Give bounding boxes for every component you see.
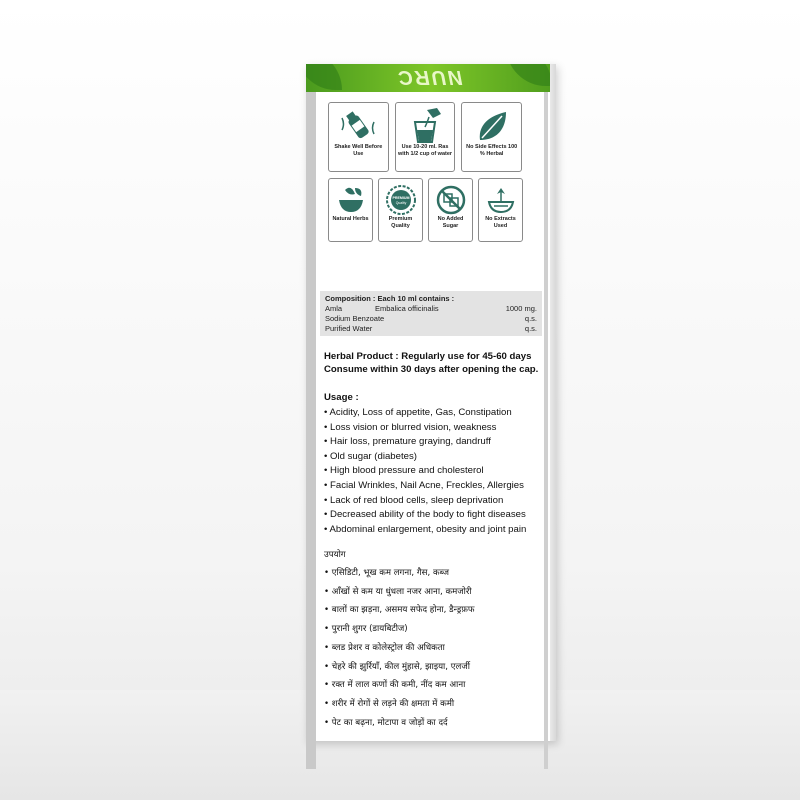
feature-card <box>478 178 523 242</box>
ingredient-latin <box>445 314 487 324</box>
list-item: • Facial Wrinkles, Nail Acne, Freckles, Allergies <box>324 479 524 491</box>
box-top-band <box>306 64 556 92</box>
shake-bottle-icon <box>338 108 378 144</box>
feature-card <box>395 102 456 172</box>
feature-label: Use 10-20 ml. Ras with 1/2 cup of water <box>397 144 453 157</box>
product-box <box>306 64 556 741</box>
composition-row <box>325 314 537 324</box>
list-item: • रक्त में लाल कणों की कमी, नींद कम आना <box>324 680 466 691</box>
herbal-line: Herbal Product : Regularly use for 45-60 days <box>324 351 532 362</box>
feature-label: Natural Herbs <box>332 216 369 222</box>
list-item: • एसिडिटी, भूख कम लगना, गैस, कब्ज <box>324 568 450 578</box>
premium-badge-icon <box>385 184 417 216</box>
herbal-notice <box>324 350 544 376</box>
hindi-heading: उपयोग <box>324 550 346 560</box>
feature-card <box>461 102 522 172</box>
icon-row <box>328 178 528 242</box>
list-item: • शरीर में रोगों से लड़ने की क्षमता में कमी <box>324 698 455 709</box>
list-item: • Loss vision or blurred vision, weakness <box>324 421 497 433</box>
leaf-decoration <box>306 64 342 90</box>
ingredient-name: Sodium Benzoate <box>325 314 385 323</box>
composition-table <box>320 291 542 336</box>
feature-card <box>428 178 473 242</box>
leaf-decoration <box>506 64 552 86</box>
brand-logo-fragment: ϽЯUИ <box>398 66 464 88</box>
svg-text:Quality: Quality <box>395 201 406 205</box>
ingredient-latin: Embalica officinalis <box>375 304 439 313</box>
usage-section <box>324 392 549 537</box>
feature-label: Premium Quality <box>388 216 413 229</box>
feature-card <box>328 178 373 242</box>
ingredient-qty: q.s. <box>524 324 537 333</box>
no-sugar-icon <box>435 184 467 216</box>
feature-icon-grid <box>328 102 528 248</box>
feature-label: No Extracts Used <box>485 216 516 229</box>
list-item: • पेट का बढ़ना, मोटापा व जोड़ों का दर्द <box>324 717 448 728</box>
no-extracts-icon <box>485 184 517 216</box>
leaf-icon <box>472 108 512 144</box>
list-item: • Decreased ability of the body to fight diseases <box>324 509 526 521</box>
list-item: • Abdominal enlargement, obesity and joint pain <box>324 523 527 535</box>
list-item: • Acidity, Loss of appetite, Gas, Constipation <box>324 407 512 418</box>
list-item: • Lack of red blood cells, sleep deprivation <box>324 494 504 506</box>
feature-label: No Added Sugar <box>437 216 464 229</box>
ingredient-name: Amla <box>325 304 343 313</box>
hindi-list <box>324 564 549 732</box>
list-item: • बालों का झड़ना, असमय सफेद होना, डैन्ड्रफ़फ <box>324 605 475 616</box>
ingredient-qty: q.s. <box>524 314 537 323</box>
composition-heading: Composition : Each 10 ml contains : <box>325 294 455 303</box>
box-side-edge <box>550 64 556 741</box>
composition-row <box>325 324 537 334</box>
glass-pour-icon <box>405 108 445 144</box>
list-item: • Old sugar (diabetes) <box>324 450 417 462</box>
ingredient-latin <box>445 324 487 334</box>
herbal-line: Consume within 30 days after opening the cap. <box>324 364 539 375</box>
list-item: • पुरानी शुगर (डायबिटीज) <box>324 624 408 635</box>
ingredient-name: Purified Water <box>325 324 373 333</box>
list-item: • आँखों से कम या धुंधला नजर आना, कमजोरी <box>324 586 472 597</box>
feature-label: Shake Well Before Use <box>334 144 383 157</box>
box-edge-stripe <box>306 92 316 769</box>
mortar-herbs-icon <box>335 184 367 216</box>
ingredient-qty: 1000 mg. <box>505 304 537 313</box>
composition-row <box>325 304 537 314</box>
list-item: • High blood pressure and cholesterol <box>324 465 484 477</box>
list-item: • चेहरे की झुर्रियाँ, कील मुंहासे, झाइया, एलर्जी <box>324 661 470 672</box>
list-item: • ब्लड प्रेशर व कोलेस्ट्रोल की अधिकता <box>324 642 445 653</box>
usage-list <box>324 406 549 537</box>
list-item: • Hair loss, premature graying, dandruff <box>324 436 491 448</box>
hindi-usage-section <box>324 548 549 732</box>
feature-label: No Side Effects 100 % Herbal <box>466 144 518 157</box>
feature-card <box>378 178 423 242</box>
icon-row <box>328 102 528 172</box>
feature-card <box>328 102 389 172</box>
usage-heading: Usage : <box>324 392 359 403</box>
svg-text:PREMIUM: PREMIUM <box>392 196 409 200</box>
